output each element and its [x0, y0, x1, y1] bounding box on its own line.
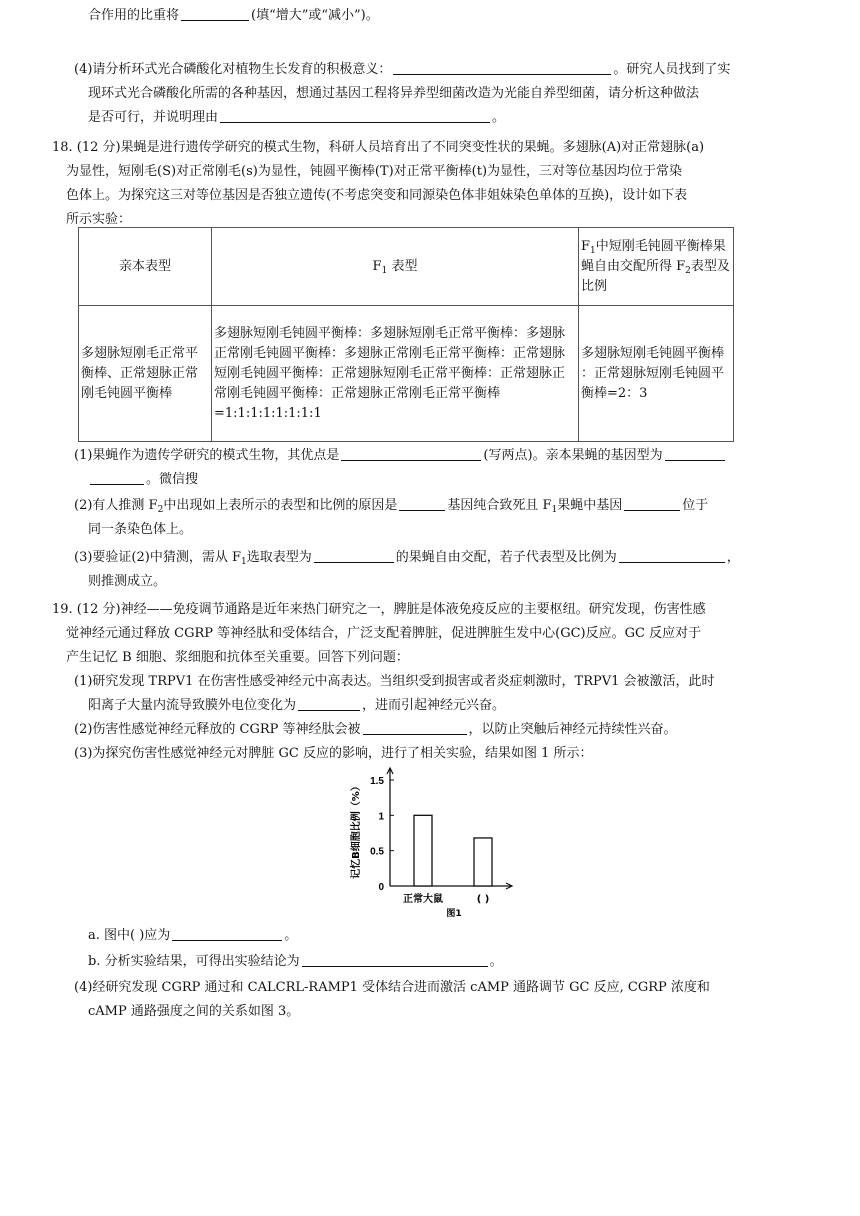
q17-line4-tail: 。	[492, 110, 506, 125]
q18-p2: (2)有人推测 $F_2$中出现如上表所示的表型和比例的原因是 基因纯合致死且 $F_1$果蝇中基因 位于	[74, 494, 708, 518]
answer-blank[interactable]	[393, 59, 611, 75]
bar-2	[474, 838, 492, 886]
q19-line2: 觉神经元通过释放 CGRP 等神经肽和受体结合，广泛支配着脾脏，促进脾脏生发中心(GC)反应。GC 反应对于	[66, 626, 702, 641]
answer-blank[interactable]	[314, 547, 394, 563]
header-f1-phenotype: $F_1$ 表型	[212, 228, 579, 306]
y-tick-label: 1.5	[370, 776, 384, 787]
q17-line1-hint: (填“增大”或“减小”)。	[251, 8, 379, 23]
q18-line4: 所示实验：	[66, 212, 132, 227]
x-tick-label: ( )	[476, 894, 490, 905]
q17-p4-text: (4)请分析环式光合磷酸化对植物生长发育的积极意义：	[74, 62, 392, 77]
q17-p4-tail: 。研究人员找到了实	[613, 62, 731, 77]
answer-blank[interactable]	[399, 495, 445, 511]
figure-caption: 图1	[446, 909, 462, 919]
q19-p4-cont: cAMP 通路强度之间的关系如图 3。	[88, 1004, 300, 1019]
q19-p3: (3)为探究伤害性感觉神经元对脾脏 GC 反应的影响，进行了相关实验，结果如图 1 所示：	[74, 746, 593, 761]
q18-p1	[74, 444, 727, 468]
cell-f1-phenotype: 多翅脉短刚毛钝圆平衡棒：多翅脉短刚毛正常平衡棒：多翅脉正常刚毛钝圆平衡棒：多翅脉正常刚毛正常平衡棒：正常翅脉短刚毛钝圆平衡棒：正常翅脉短刚毛正常平衡棒：正常翅脉正常刚毛钝圆平衡棒：正常翅脉正常刚毛正常平衡棒=1:1:1:1:1:1:1:1	[212, 306, 579, 442]
answer-blank[interactable]	[363, 719, 467, 735]
q17-line3: 现环式光合磷酸化所需的各种基因，想通过基因工程将异养型细菌改造为光能自养型细菌，请分析这种做法	[88, 86, 700, 101]
q18-p1-text: (1)果蝇作为遗传学研究的模式生物，其优点是	[74, 448, 340, 463]
q18-line1: 18. (12 分)果蝇是进行遗传学研究的模式生物，科研人员培育出了不同突变性状的果蝇。多翅脉(A)对正常翅脉(a)	[52, 140, 705, 155]
q19-p1: (1)研究发现 TRPV1 在伤害性感受神经元中高表达。当组织受到损害或者炎症刺激时，TRPV1 会被激活，此时	[74, 674, 715, 689]
q19-line3: 产生记忆 B 细胞、浆细胞和抗体至关重要。回答下列问题：	[66, 650, 409, 665]
q19-pa: a. 图中( )应为 。	[88, 924, 297, 948]
answer-blank[interactable]	[624, 495, 680, 511]
q18-p1-tail: 。微信搜	[146, 472, 199, 487]
answer-blank[interactable]	[341, 445, 481, 461]
q17-line1	[88, 4, 379, 28]
answer-blank[interactable]	[619, 547, 725, 563]
q18-p3-cont: 则推测成立。	[88, 574, 167, 589]
answer-blank[interactable]	[172, 925, 282, 941]
answer-blank[interactable]	[302, 951, 488, 967]
cell-f2-phenotype: 多翅脉短刚毛钝圆平衡棒 ：正常翅脉短刚毛钝圆平衡棒=2：3	[579, 306, 734, 442]
answer-blank[interactable]	[181, 5, 249, 21]
q17-line4	[88, 106, 505, 130]
q19-pb: b. 分析实验结果，可得出实验结论为 。	[88, 950, 503, 974]
q19-line1: 19. (12 分)神经——免疫调节通路是近年来热门研究之一，脾脏是体液免疫反应的主要枢纽。研究发现，伤害性感	[52, 602, 706, 617]
y-tick-label: 1	[378, 811, 384, 823]
q18-p1-cont	[88, 468, 198, 492]
bar-1	[414, 815, 432, 886]
q18-p1-mid: (写两点)。亲本果蝇的基因型为	[483, 448, 663, 463]
figure-1-bar-chart	[340, 762, 530, 922]
experiment-table	[78, 227, 734, 442]
q17-line1-text: 合作用的比重将	[88, 8, 180, 23]
answer-blank[interactable]	[665, 445, 725, 461]
y-tick-label: 0.5	[370, 846, 384, 858]
q18-p2-cont: 同一条染色体上。	[88, 522, 193, 537]
header-f2-phenotype: $F_1$中短刚毛钝圆平衡棒果蝇自由交配所得 $F_2$表型及比例	[579, 228, 734, 306]
y-axis-label: 记忆B细胞比例（%）	[351, 781, 362, 879]
q19-p2: (2)伤害性感觉神经元释放的 CGRP 等神经肽会被 ，以防止突触后神经元持续性兴奋。	[74, 718, 677, 742]
q17-line2	[74, 58, 730, 82]
answer-blank[interactable]	[220, 107, 490, 123]
answer-blank[interactable]	[298, 695, 360, 711]
q18-line2: 为显性，短刚毛(S)对正常刚毛(s)为显性，钝圆平衡棒(T)对正常平衡棒(t)为显性，三对等位基因均位于常染	[66, 164, 683, 179]
q19-p4: (4)经研究发现 CGRP 通过和 CALCRL-RAMP1 受体结合进而激活 cAMP 通路调节 GC 反应, CGRP 浓度和	[74, 980, 710, 995]
table-header-row	[79, 228, 734, 306]
q18-line3: 色体上。为探究这三对等位基因是否独立遗传(不考虑突变和同源染色体非姐妹染色单体的互换)，设计如下表	[66, 188, 688, 203]
x-tick-label: 正常大鼠	[403, 894, 443, 905]
table-row	[79, 306, 734, 442]
q19-p1-cont: 阳离子大量内流导致膜外电位变化为 ，进而引起神经元兴奋。	[88, 694, 505, 718]
q17-line4-text: 是否可行，并说明理由	[88, 110, 219, 125]
y-tick-label: 0	[378, 882, 384, 893]
q18-p3: (3)要验证(2)中猜测，需从 $F_1$选取表型为 的果蝇自由交配，若子代表型及比例为 ，	[74, 546, 740, 570]
answer-blank[interactable]	[90, 469, 144, 485]
cell-parent-phenotype: 多翅脉短刚毛正常平衡棒、正常翅脉正常刚毛钝圆平衡棒	[79, 306, 212, 442]
header-parent-phenotype: 亲本表型	[79, 228, 212, 306]
